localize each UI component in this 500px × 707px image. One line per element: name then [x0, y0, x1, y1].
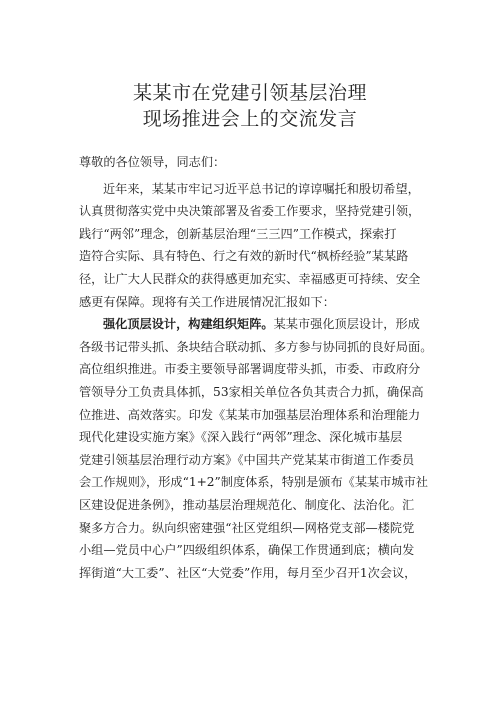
paragraph-line: 党建引领基层治理行动方案》《中国共产党某某市街道工作委员 — [79, 452, 415, 467]
title-line-2: 现场推进会上的交流发言 — [142, 108, 358, 130]
paragraph-line: 各级书记带头抓、条块结合联动抓、多方参与协同抓的良好局面。 — [79, 339, 433, 354]
paragraph-line: 管领导分工负责具体抓，53家相关单位各负其责合力抓，确保高 — [79, 384, 424, 399]
paragraph-line: 小组—党员中心户”四级组织体系，确保工作贯通到底；横向发 — [79, 543, 415, 558]
title-line-1: 某某市在党建引领基层治理 — [132, 82, 367, 104]
paragraph-line: 径，让广大人民群众的获得感更加充实、幸福感更可持续、安全 — [79, 271, 421, 286]
paragraph-line: 认真贯彻落实党中央决策部署及省委工作要求，坚持党建引领， — [79, 204, 421, 219]
salutation: 尊敬的各位领导，同志们： — [79, 155, 226, 169]
document-body — [79, 151, 433, 584]
paragraph-line: 区建设促进条例》，推动基层治理规范化、制度化、法治化。汇 — [79, 497, 415, 512]
paragraph-line: 近年来，某某市牢记习近平总书记的谆谆嘱托和殷切希望， — [103, 181, 420, 196]
document-title — [0, 80, 500, 132]
section-heading: 强化顶层设计，构建组织矩阵。 — [103, 317, 274, 332]
paragraph-line — [79, 313, 425, 336]
paragraph-line: 位推进、高效落实。印发《某某市加强基层治理体系和治理能力 — [79, 407, 421, 422]
paragraph-line: 会工作规则》，形成“1+2”制度体系，特别是颁布《某某市城市社 — [79, 475, 428, 490]
paragraph-line: 高位组织推进。市委主要领导部署调度带头抓，市委、市政府分 — [79, 362, 421, 377]
paragraph-intro — [79, 178, 425, 314]
paragraph-line: 挥街道“大工委”、社区“大党委”作用，每月至少召开1次会议， — [79, 565, 417, 580]
paragraph-line: 造符合实际、具有特色、行之有效的新时代“枫桥经验”某某路 — [79, 249, 409, 264]
paragraph-line: 感更有保障。现将有关工作进展情况汇报如下： — [79, 294, 335, 309]
paragraph-line: 践行“两邻”理念，创新基层治理“三三四”工作模式，探索打 — [79, 226, 397, 241]
paragraph-line: 聚多方合力。纵向织密建强“社区党组织—网格党支部—楼院党 — [79, 520, 415, 535]
paragraph-line: 现代化建设实施方案》《深入践行“两邻”理念、深化城市基层 — [79, 430, 403, 445]
section-heading-rest: 某某市强化顶层设计，形成 — [273, 317, 420, 332]
paragraph-section-1 — [79, 313, 433, 584]
